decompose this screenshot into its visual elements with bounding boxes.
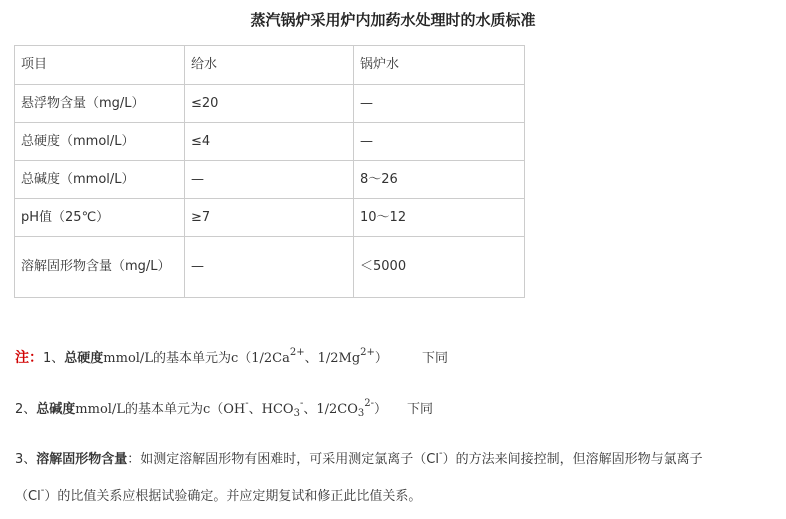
- page-title: 蒸汽锅炉采用炉内加药水处理时的水质标准: [250, 11, 536, 29]
- cell-boiler-water: —: [354, 123, 525, 161]
- note-3: [15, 448, 703, 467]
- charge-sup: -: [40, 485, 45, 496]
- cell-item: 总硬度（mmol/L）: [15, 123, 185, 161]
- note-term: 总硬度: [64, 351, 104, 366]
- formula-sub: 3: [293, 408, 300, 419]
- cell-feedwater: ≤4: [185, 123, 354, 161]
- note-text: ：如测定溶解固形物有困难时，可采用测定氯离子（Cl: [127, 452, 439, 467]
- cell-feedwater: ≤20: [185, 85, 354, 123]
- note-text: 、1/2Mg: [304, 351, 361, 366]
- note-text: ）: [374, 402, 388, 417]
- cell-boiler-water: 8～26: [354, 161, 525, 199]
- note-number: 2、: [15, 402, 37, 417]
- header-feedwater: 给水: [185, 46, 354, 85]
- cell-feedwater: —: [185, 237, 354, 298]
- cell-item: 溶解固形物含量（mg/L）: [15, 237, 185, 298]
- note-1: [15, 347, 448, 367]
- cell-boiler-water: 10～12: [354, 199, 525, 237]
- cell-feedwater: ≥7: [185, 199, 354, 237]
- charge-sup: 2-: [364, 398, 374, 409]
- cell-item: 总碱度（mmol/L）: [15, 161, 185, 199]
- cell-item: pH值（25℃）: [15, 199, 185, 237]
- charge-sup: -: [245, 398, 249, 409]
- note-text: （Cl: [15, 489, 41, 504]
- formula-sub: 3: [357, 408, 365, 419]
- cell-boiler-water: ＜5000: [354, 237, 525, 298]
- water-quality-table: [14, 45, 525, 298]
- header-item: 项目: [15, 46, 185, 85]
- table-row: [15, 123, 525, 161]
- table-row: [15, 161, 525, 199]
- note-text: mmol/L的基本单元为c（1/2Ca: [103, 351, 290, 366]
- note-text: ）的比值关系应根据试验确定。并应定期复试和修正此比值关系。: [44, 489, 422, 504]
- note-text: ）: [374, 351, 388, 366]
- note-number: 1、: [43, 351, 65, 366]
- note-text: ）的方法来间接控制，但溶解固形物与氯离子: [442, 452, 703, 467]
- cell-item: 悬浮物含量（mg/L）: [15, 85, 185, 123]
- note-label: 注：: [15, 350, 43, 366]
- table-header-row: [15, 46, 525, 85]
- cell-feedwater: —: [185, 161, 354, 199]
- table-row: [15, 85, 525, 123]
- charge-sup: -: [299, 398, 304, 409]
- note-3-continued: [15, 485, 421, 504]
- note-text: mmol/L的基本单元为c（OH: [75, 402, 246, 417]
- note-text: 、HCO: [248, 402, 294, 417]
- note-term: 总碱度: [36, 402, 76, 417]
- charge-sup: 2+: [289, 347, 305, 358]
- note-number: 3、: [15, 452, 37, 467]
- cell-boiler-water: —: [354, 85, 525, 123]
- charge-sup: -: [439, 448, 443, 459]
- note-2: [15, 398, 433, 417]
- note-tail: 下同: [407, 402, 434, 417]
- table-row: [15, 199, 525, 237]
- note-tail: 下同: [421, 351, 448, 366]
- charge-sup: 2+: [360, 347, 375, 358]
- header-boiler-water: 锅炉水: [354, 46, 525, 85]
- note-text: 、1/2CO: [303, 402, 358, 417]
- table-row: [15, 237, 525, 298]
- note-term: 溶解固形物含量: [36, 452, 128, 467]
